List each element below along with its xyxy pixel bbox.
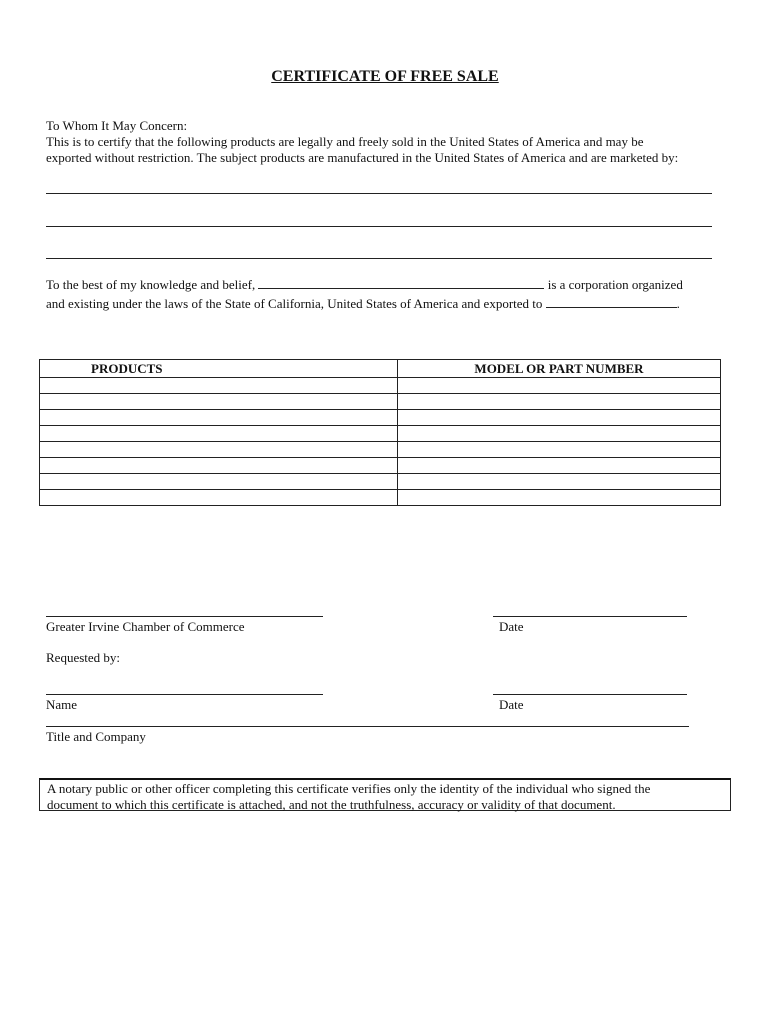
product-cell[interactable] <box>40 490 398 506</box>
belief-text-end: is a corporation organized <box>544 277 683 292</box>
salutation: To Whom It May Concern: <box>46 118 188 133</box>
export-destination-blank[interactable] <box>546 296 677 308</box>
table-row <box>40 490 721 506</box>
title-company-line[interactable] <box>46 726 689 727</box>
product-cell[interactable] <box>40 394 398 410</box>
product-cell[interactable] <box>40 378 398 394</box>
product-cell[interactable] <box>40 474 398 490</box>
date-label: Date <box>499 619 524 634</box>
table-row <box>40 442 721 458</box>
product-cell[interactable] <box>40 442 398 458</box>
model-number-cell[interactable] <box>398 426 721 442</box>
table-row <box>40 458 721 474</box>
date-label: Date <box>499 697 524 712</box>
requester-date-line[interactable] <box>493 694 687 695</box>
requester-name-line[interactable] <box>46 694 323 695</box>
table-row <box>40 410 721 426</box>
belief-line-2-text: and existing under the laws of the State of California, United States of America and exported to <box>46 296 546 311</box>
name-label: Name <box>46 697 78 712</box>
notary-text-line-1: A notary public or other officer completing this certificate verifies only the identity of the individual who signed the <box>47 781 651 796</box>
belief-line-1 <box>46 277 683 293</box>
model-number-cell[interactable] <box>398 394 721 410</box>
chamber-date-line[interactable] <box>493 616 687 617</box>
table-row <box>40 378 721 394</box>
chamber-label: Greater Irvine Chamber of Commerce <box>46 619 245 634</box>
page-title: CERTIFICATE OF FREE SALE <box>271 68 499 85</box>
products-table <box>39 359 721 506</box>
intro-line-2: exported without restriction. The subject products are manufactured in the United States of America and are marketed by: <box>46 150 679 165</box>
product-cell[interactable] <box>40 426 398 442</box>
table-row <box>40 394 721 410</box>
requested-by-label: Requested by: <box>46 650 121 665</box>
product-cell[interactable] <box>40 410 398 426</box>
model-number-cell[interactable] <box>398 442 721 458</box>
chamber-signature-line[interactable] <box>46 616 323 617</box>
model-number-cell[interactable] <box>398 410 721 426</box>
belief-line-2 <box>46 296 680 312</box>
model-number-cell[interactable] <box>398 458 721 474</box>
marketer-blank-line-2[interactable] <box>46 226 712 227</box>
table-row <box>40 474 721 490</box>
notary-text-line-2: document to which this certificate is attached, and not the truthfulness, accuracy or validity of that document. <box>47 797 616 812</box>
product-cell[interactable] <box>40 458 398 474</box>
notary-disclaimer-box <box>39 778 731 811</box>
model-number-cell[interactable] <box>398 490 721 506</box>
intro-line-1: This is to certify that the following products are legally and freely sold in the United States of America and may be <box>46 134 644 149</box>
belief-text-start: To the best of my knowledge and belief, <box>46 277 259 292</box>
model-part-number-column-header: MODEL OR PART NUMBER <box>398 360 721 378</box>
products-column-header: PRODUCTS <box>40 360 398 378</box>
title-company-label: Title and Company <box>46 729 146 744</box>
table-row <box>40 426 721 442</box>
model-number-cell[interactable] <box>398 474 721 490</box>
marketer-blank-line-1[interactable] <box>46 193 712 194</box>
corporation-name-blank[interactable] <box>258 277 544 289</box>
table-header-row <box>40 360 721 378</box>
model-number-cell[interactable] <box>398 378 721 394</box>
belief-line-2-period: . <box>676 296 680 311</box>
marketer-blank-line-3[interactable] <box>46 258 712 259</box>
